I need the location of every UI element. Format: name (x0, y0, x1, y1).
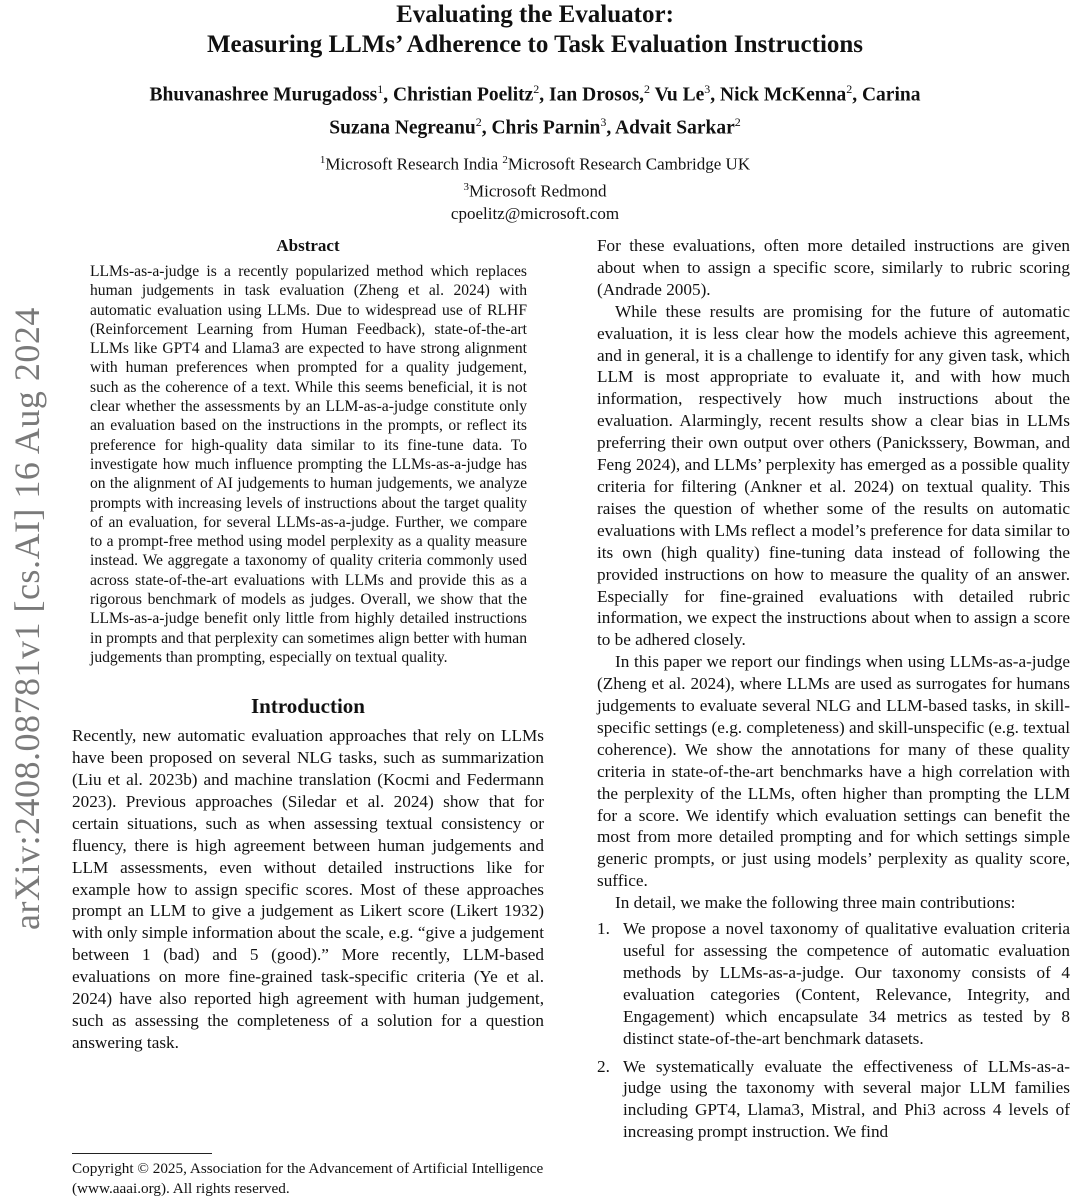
author-name: Bhuvanashree Murugadoss (149, 84, 378, 106)
affiliation-marker: 2 (644, 82, 651, 96)
affiliation-marker: 2 (846, 82, 853, 96)
affiliation-marker: 2 (533, 82, 540, 96)
body-paragraph: In detail, we make the following three main contributions: (615, 893, 1016, 913)
author-name: Vu Le (654, 84, 705, 106)
author-name: Suzana Negreanu (329, 117, 476, 138)
copyright-footnote: Copyright © 2025, Association for the Advancement of Artificial Intelligence (www.aaai.org). All rights reserved. (72, 1160, 544, 1197)
affiliation-marker: 1 (377, 82, 384, 96)
author-name: Chris Parnin (491, 117, 601, 138)
affiliation-text: Microsoft Research Cambridge UK (507, 154, 751, 174)
affiliation-line-1 (0, 149, 1070, 176)
contribution-text: We propose a novel taxonomy of qualitative evaluation criteria useful for assessing the competence of automatic evaluation methods by LLMs-as-a-judge. Our taxonomy consists of 4 evaluation categories (Content, Relevance, Integrity, and Engagement) which encapsulate 34 metrics as tested by 8 distinct state-of-the-art benchmark datasets. (623, 919, 1070, 1048)
author-name: Advait Sarkar (615, 117, 735, 138)
contribution-number: 1. (597, 919, 610, 939)
author-name: Christian Poelitz (393, 84, 534, 106)
body-paragraph: For these evaluations, often more detailed instructions are given about when to assign a specific score, similarly to rubric scoring (Andrade 2005). (597, 236, 1070, 299)
author-separator: , (481, 117, 492, 138)
affiliation-text: Microsoft Redmond (469, 181, 607, 201)
affiliation-marker: 2 (734, 114, 741, 129)
right-column (597, 235, 1070, 1149)
paper-title-line-2: Measuring LLMs’ Adherence to Task Evaluation Instructions (206, 31, 864, 58)
contact-email: cpoelitz@microsoft.com (450, 204, 620, 224)
affiliation-line-2 (0, 176, 1070, 203)
affiliation-marker: 3 (600, 114, 607, 129)
footnote-divider (72, 1153, 212, 1154)
paper-title-line-1: Evaluating the Evaluator: (396, 1, 674, 28)
affiliation-marker: 3 (463, 180, 470, 193)
author-separator: , (606, 117, 616, 138)
abstract-text: LLMs-as-a-judge is a recently popularized method which replaces human judgements in task evaluation (Zheng et al. 2024) with automatic evaluation using LLMs. Due to widespread use of RLHF (Reinforcement Learning from Human Feedback), state-of-the-art LLMs like GPT4 and Llama3 are expected to have strong alignment with human preferences when prompted for a quality judgement, such as the coherence of a text. While this seems beneficial, it is not clear whether the assessments by an LLM-as-a-judge constitute only an evaluation based on the instructions in the prompts, or reflect its preference for high-quality data similar to its fine-tune data. To investigate how much influence prompting the LLMs-as-a-judge has on the alignment of AI judgements to human judgements, we analyze prompts with increasing levels of instructions about the target quality of an evaluation, for several LLMs-as-a-judge. Further, we compare to a prompt-free method using model perplexity as a quality measure instead. We aggregate a taxonomy of quality criteria commonly used across state-of-the-art evaluations with LLMs and provide this as a rigorous benchmark of models as judges. Overall, we show that the LLMs-as-a-judge benefit only little from highly detailed instructions in prompts and that perplexity can sometimes align better with human judgements than prompting, especially on textual quality. (90, 263, 527, 666)
author-separator: , (383, 84, 394, 106)
author-line-2 (20, 109, 1050, 142)
introduction-heading: Introduction (251, 694, 365, 719)
affiliation-marker: 2 (475, 114, 482, 129)
abstract-heading: Abstract (276, 236, 340, 255)
author-name: Nick McKenna (720, 84, 847, 106)
contribution-item (597, 1056, 1070, 1144)
author-separator: , (852, 84, 862, 106)
author-name: Carina (861, 84, 921, 106)
author-separator: , (539, 84, 550, 106)
affiliation-text: Microsoft Research India (325, 154, 503, 174)
contribution-item (597, 918, 1070, 1049)
author-separator: , (710, 84, 721, 106)
contribution-number: 2. (597, 1056, 610, 1076)
author-name: Ian Drosos, (549, 84, 645, 106)
left-column (72, 235, 544, 1054)
contribution-text: We systematically evaluate the effectiveness of LLMs-as-a-judge using the taxonomy with several major LLM families including GPT4, Llama3, Mistral, and Phi3 across 4 levels of increasing prompt instruction. We find (623, 1056, 1070, 1142)
affiliation-marker: 2 (502, 154, 508, 166)
body-paragraph: While these results are promising for the future of automatic evaluation, it is less clear how the models achieve this agreement, and in general, it is a challenge to identify for any given task, which LLM is most appropriate to evaluate it, and with how much information, respectively how much instructions about the evaluation. Alarmingly, recent results show a clear bias in LLMs preferring their own output over others (Panickssery, Bowman, and Feng 2024), and LLMs’ perplexity has emerged as a possible quality criteria for filtering (Ankner et al. 2024) on textual quality. This raises the question of whether some of the results on automatic evaluations with LMs reflect a model’s preference for data similar to its own (high quality) fine-tuning data instead of following the provided instructions on how to measure the quality of an answer. Especially for fine-grained evaluations with detailed rubric information, we expect the instructions about when to assign a score to be adhered closely. (597, 301, 1070, 650)
arxiv-identifier: arXiv:2408.08781v1 [cs.AI] 16 Aug 2024 (7, 307, 47, 930)
affiliation-marker: 3 (704, 82, 711, 96)
paper-header (0, 0, 1070, 225)
author-line-1 (20, 76, 1050, 109)
author-list (0, 76, 1070, 141)
intro-paragraph: Recently, new automatic evaluation approaches that rely on LLMs have been proposed on several NLG tasks, such as summarization (Liu et al. 2023b) and machine translation (Kocmi and Federmann 2023). Previous approaches (Siledar et al. 2024) show that for certain situations, such as when assessing textual consistency or fluency, there is high agreement between human judgements and LLM assessments, even without detailed instructions like for example how to assign specific scores. Most of these approaches prompt an LLM to give a judgement as Likert score (Likert 1932) with only simple information about the scale, e.g. “give a judgement between 1 (bad) and 5 (good).” More recently, LLM-based evaluations on more fine-grained task-specific criteria (Ye et al. 2024) have also reported high agreement with human judgement, such as assessing the completeness of a solution for a question answering task. (72, 726, 544, 1052)
affiliation-marker: 1 (319, 154, 326, 166)
contributions-list (597, 918, 1070, 1143)
body-paragraph: In this paper we report our findings when using LLMs-as-a-judge (Zheng et al. 2024), where LLMs are used as surrogates for humans judgements to evaluate several NLG and LLM-based tasks, in skill-specific settings (e.g. completeness) and skill-unspecific (e.g. textual coherence). We show the annotations for many of these quality criteria in state-of-the-art benchmarks have a high correlation with the perplexity of the LLMs, often higher than prompting the LLM for a score. We identify which evaluation settings can benefit the most from more detailed prompting and for which settings simple generic prompts, or just using models’ perplexity as quality score, suffice. (597, 652, 1070, 891)
